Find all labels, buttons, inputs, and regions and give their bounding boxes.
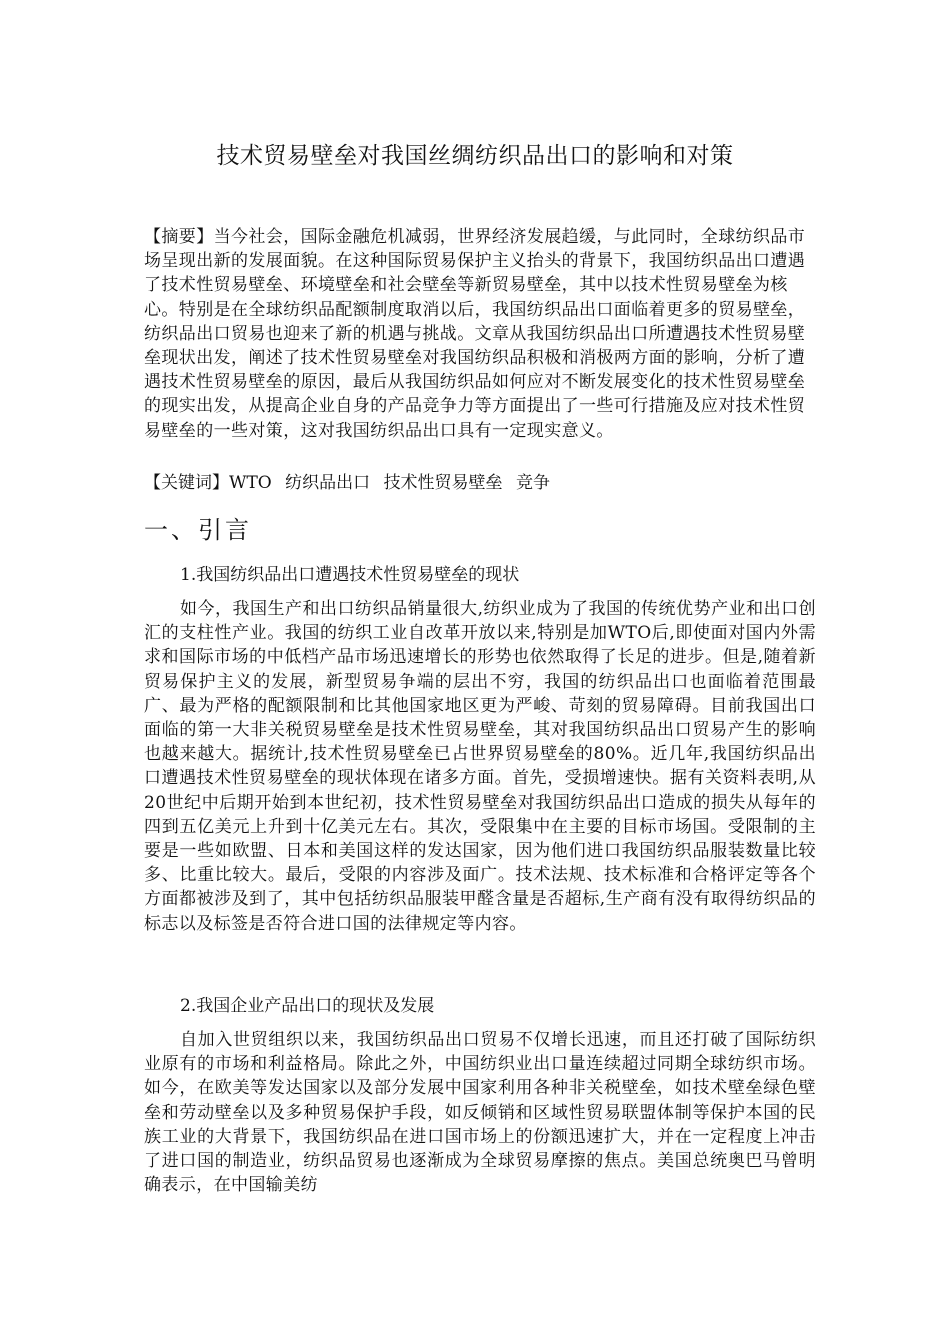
keywords-label: 【关键词】WTO [144, 473, 272, 493]
document-title: 技术贸易壁垒对我国丝绸纺织品出口的影响和对策 [216, 143, 734, 169]
keywords-line [144, 471, 558, 495]
subsection-heading: 2.我国企业产品出口的现状及发展 [180, 996, 435, 1016]
keyword-item: 技术性贸易壁垒 [383, 473, 503, 493]
section-heading: 一、引言 [144, 516, 252, 544]
abstract-paragraph: 【摘要】当今社会，国际金融危机减弱，世界经济发展趋缓，与此同时，全球纺织品市场呈现出新的发展面貌。在这种国际贸易保护主义抬头的背景下，我国纺织品出口遭遇了技术性贸易壁垒、环境壁垒和社会壁垒等新贸易壁垒，其中以技术性贸易壁垒为核心。特别是在全球纺织品配额制度取消以后，我国纺织品出口面临着更多的贸易壁垒，纺织品出口贸易也迎来了新的机遇与挑战。文章从我国纺织品出口所遭遇技术性贸易壁垒现状出发，阐述了技术性贸易壁垒对我国纺织品积极和消极两方面的影响，分析了遭遇技术性贸易壁垒的原因，最后从我国纺织品如何应对不断发展变化的技术性贸易壁垒的现实出发，从提高企业自身的产品竞争力等方面提出了一些可行措施及应对技术性贸易壁垒的一些对策，这对我国纺织品出口具有一定现实意义。 [144, 227, 806, 441]
body-paragraph: 自加入世贸组织以来，我国纺织品出口贸易不仅增长迅速，而且还打破了国际纺织业原有的市场和利益格局。除此之外，中国纺织业出口量连续超过同期全球纺织市场。如今，在欧美等发达国家以及部分发展中国家利用各种非关税壁垒，如技术壁垒绿色壁垒和劳动壁垒以及多种贸易保护手段，如反倾销和区域性贸易联盟体制等保护本国的民族工业的大背景下，我国纺织品在进口国市场上的份额迅速扩大，并在一定程度上冲击了进口国的制造业，纺织品贸易也逐渐成为全球贸易摩擦的焦点。美国总统奥巴马曾明确表示，在中国输美纺 [144, 1030, 816, 1196]
keyword-item: 纺织品出口 [285, 473, 371, 493]
keyword-item: 竞争 [515, 473, 550, 493]
subsection-heading: 1.我国纺织品出口遭遇技术性贸易壁垒的现状 [180, 565, 520, 585]
body-paragraph: 如今，我国生产和出口纺织品销量很大,纺织业成为了我国的传统优势产业和出口创汇的支柱性产业。我国的纺织工业自改革开放以来,特别是加WTO后,即使面对国内外需求和国际市场的中低档产品市场迅速增长的形势也依然取得了长足的进步。但是,随着新贸易保护主义的发展，新型贸易争端的层出不穷，我国的纺织品出口也面临着范围最广、最为严格的配额限制和比其他国家地区更为严峻、苛刻的贸易障碍。目前我国出口面临的第一大非关税贸易壁垒是技术性贸易壁垒，其对我国纺织品出口贸易产生的影响也越来越大。据统计,技术性贸易壁垒已占世界贸易壁垒的80%。近几年,我国纺织品出口遭遇技术性贸易壁垒的现状体现在诸多方面。首先，受损增速快。据有关资料表明,从20世纪中后期开始到本世纪初，技术性贸易壁垒对我国纺织品出口造成的损失从每年的四到五亿美元上升到十亿美元左右。其次，受限集中在主要的目标市场国。受限制的主要是一些如欧盟、日本和美国这样的发达国家，因为他们进口我国纺织品服装数量比较多、比重比较大。最后，受限的内容涉及面广。技术法规、技术标准和合格评定等各个方面都被涉及到了，其中包括纺织品服装甲醛含量是否超标,生产商有没有取得纺织品的标志以及标签是否符合进口国的法律规定等内容。 [144, 599, 816, 934]
